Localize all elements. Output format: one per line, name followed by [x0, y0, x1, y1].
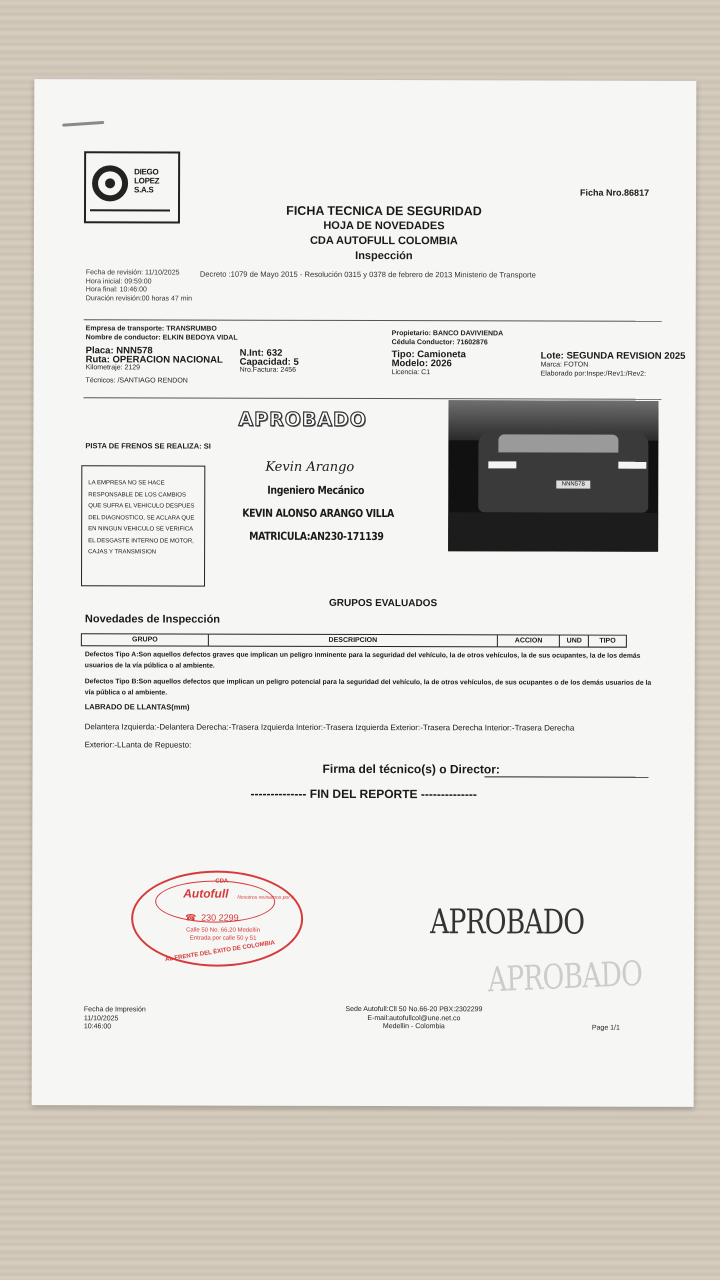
logo-text: DIEGO LOPEZ S.A.S [134, 167, 160, 195]
approved-stamp-ghost: APROBADO [487, 953, 643, 1001]
signature-role: Ingeniero Mecánico [267, 483, 365, 497]
fin-reporte: -------------- FIN DEL REPORTE -------------- [250, 786, 477, 802]
vehicle-photo [448, 400, 658, 552]
placa: Placa: NNN578 [85, 345, 153, 357]
print-date: Fecha de Impresión 11/10/2025 10:46:00 [83, 1006, 146, 1031]
tecnicos: Técnicos: /SANTIAGO RENDON [85, 377, 188, 385]
col-grupo: GRUPO [82, 634, 209, 645]
document-title: FICHA TECNICA DE SEGURIDAD HOJA DE NOVEDADES CDA AUTOFULL COLOMBIA Inspección [286, 203, 482, 263]
col-accion: ACCION [498, 635, 561, 646]
empresa: Empresa de transporte: TRANSRUMBO [85, 325, 217, 333]
firma-label: Firma del técnico(s) o Director: [322, 761, 500, 777]
report-sheet [32, 79, 697, 1107]
approved-stamp: APROBADO [430, 902, 585, 943]
marca: Marca: FOTON [540, 361, 589, 369]
company-stamp: CDA Autofull Nosotros revisamos por ti ☎ 230 2299 Calle 50 No. 66.20 Medellín Entrada por calle 50 y 51 AL FRENTE DEL ÉXITO DE COLOMBIA [131, 870, 303, 966]
elaborado-por: Elaborado por:Inspe:/Rev1:/Rev2: [540, 370, 647, 378]
approved-banner: APROBADO [238, 408, 368, 432]
col-tipo: TIPO [599, 637, 616, 645]
licencia: Licencia: C1 [391, 369, 431, 377]
labrado-line-2: Exterior:-LLanta de Repuesto: [84, 740, 192, 750]
signature-name: KEVIN ALONSO ARANGO VILLA [242, 506, 394, 521]
inspection-times: Fecha de revisión: 11/10/2025 Hora inicial: 09:59:00 Hora final: 10:46:00 Duración revisión:00 horas 47 min [85, 269, 193, 303]
divider [84, 319, 662, 322]
firma-line [485, 776, 649, 777]
phone-icon: ☎ [185, 912, 197, 923]
company-logo [84, 151, 180, 223]
col-und: UND [560, 636, 589, 647]
modelo: Modelo: 2026 [391, 358, 452, 370]
staple [62, 121, 104, 127]
handwritten-signature: Kevin Arango [265, 459, 355, 475]
kilometraje: Kilometraje: 2129 [85, 364, 141, 372]
table-header [81, 633, 627, 647]
conductor: Nombre de conductor: ELKIN BEDOYA VIDAL [85, 334, 238, 342]
capacidad: Capacidad: 5 [239, 356, 299, 368]
grupos-title: GRUPOS EVALUADOS [328, 597, 438, 610]
divider [84, 397, 662, 400]
lote: Lote: SEGUNDA REVISION 2025 [540, 350, 686, 362]
numero-factura: Nro.Factura: 2456 [239, 366, 297, 374]
labrado-line-1: Delantera Izquierda:-Delantera Derecha:-Trasera Izquierda Interior:-Trasera Izquierda Exterior:-Trasera Derecha Interior:-Trasera Derecha [84, 722, 575, 733]
numero-interno: N.Int: 632 [239, 347, 283, 359]
defectos-tipo-a: Defectos Tipo A:Son aquellos defectos graves que implican un peligro inminente para la seguridad del vehículo, la de otros vehículos, la de sus ocupantes, la de los demás usuarios de la vía pública o al ambiente. [84, 651, 641, 670]
decree-text: Decreto :1079 de Mayo 2015 - Resolución 0315 y 0378 de febrero de 2013 Ministerio de Transporte [199, 269, 536, 280]
pista-frenos: PISTA DE FRENOS SE REALIZA: SI [85, 441, 211, 451]
ruta: Ruta: OPERACION NACIONAL [85, 354, 223, 366]
page-number: Page 1/1 [591, 1024, 620, 1032]
disclaimer-box: LA EMPRESA NO SE HACE RESPONSABLE DE LOS CAMBIOS QUE SUFRA EL VEHICULO DESPUES DEL DIAGNOSTICO, SE ACLARA QUE EN NINGUN VEHICULO SE VERIFICA EL DESGASTE INTERNO DE MOTOR, CAJAS Y TRANSMISION [81, 465, 205, 586]
cedula-conductor: Cédula Conductor: 71602876 [391, 339, 488, 347]
col-descripcion: DESCRIPCION [209, 635, 498, 647]
signature-matricula: MATRICULA:AN230-171139 [249, 529, 384, 544]
tire-icon [92, 165, 128, 201]
tipo-vehiculo: Tipo: Camioneta [391, 349, 466, 361]
novedades-title: Novedades de Inspección [84, 613, 221, 626]
license-plate: NNN578 [556, 481, 590, 489]
ficha-number: Ficha Nro.86817 [580, 187, 650, 198]
propietario: Propietario: BANCO DAVIVIENDA [391, 330, 504, 338]
defectos-tipo-b: Defectos Tipo B:Son aquellos defectos que implican un peligro potencial para la seguridad del vehículo, la de otros vehículos, de sus ocupantes o de los demás usuarios de la vía pública o al ambiente. [84, 678, 652, 697]
footer-address: Sede Autofull:Cll 50 No.66-20 PBX:2302299 E-mail:autofullcol@une.net.co Medellin - Colombia [345, 1005, 483, 1031]
labrado-title: LABRADO DE LLANTAS(mm) [84, 702, 190, 712]
